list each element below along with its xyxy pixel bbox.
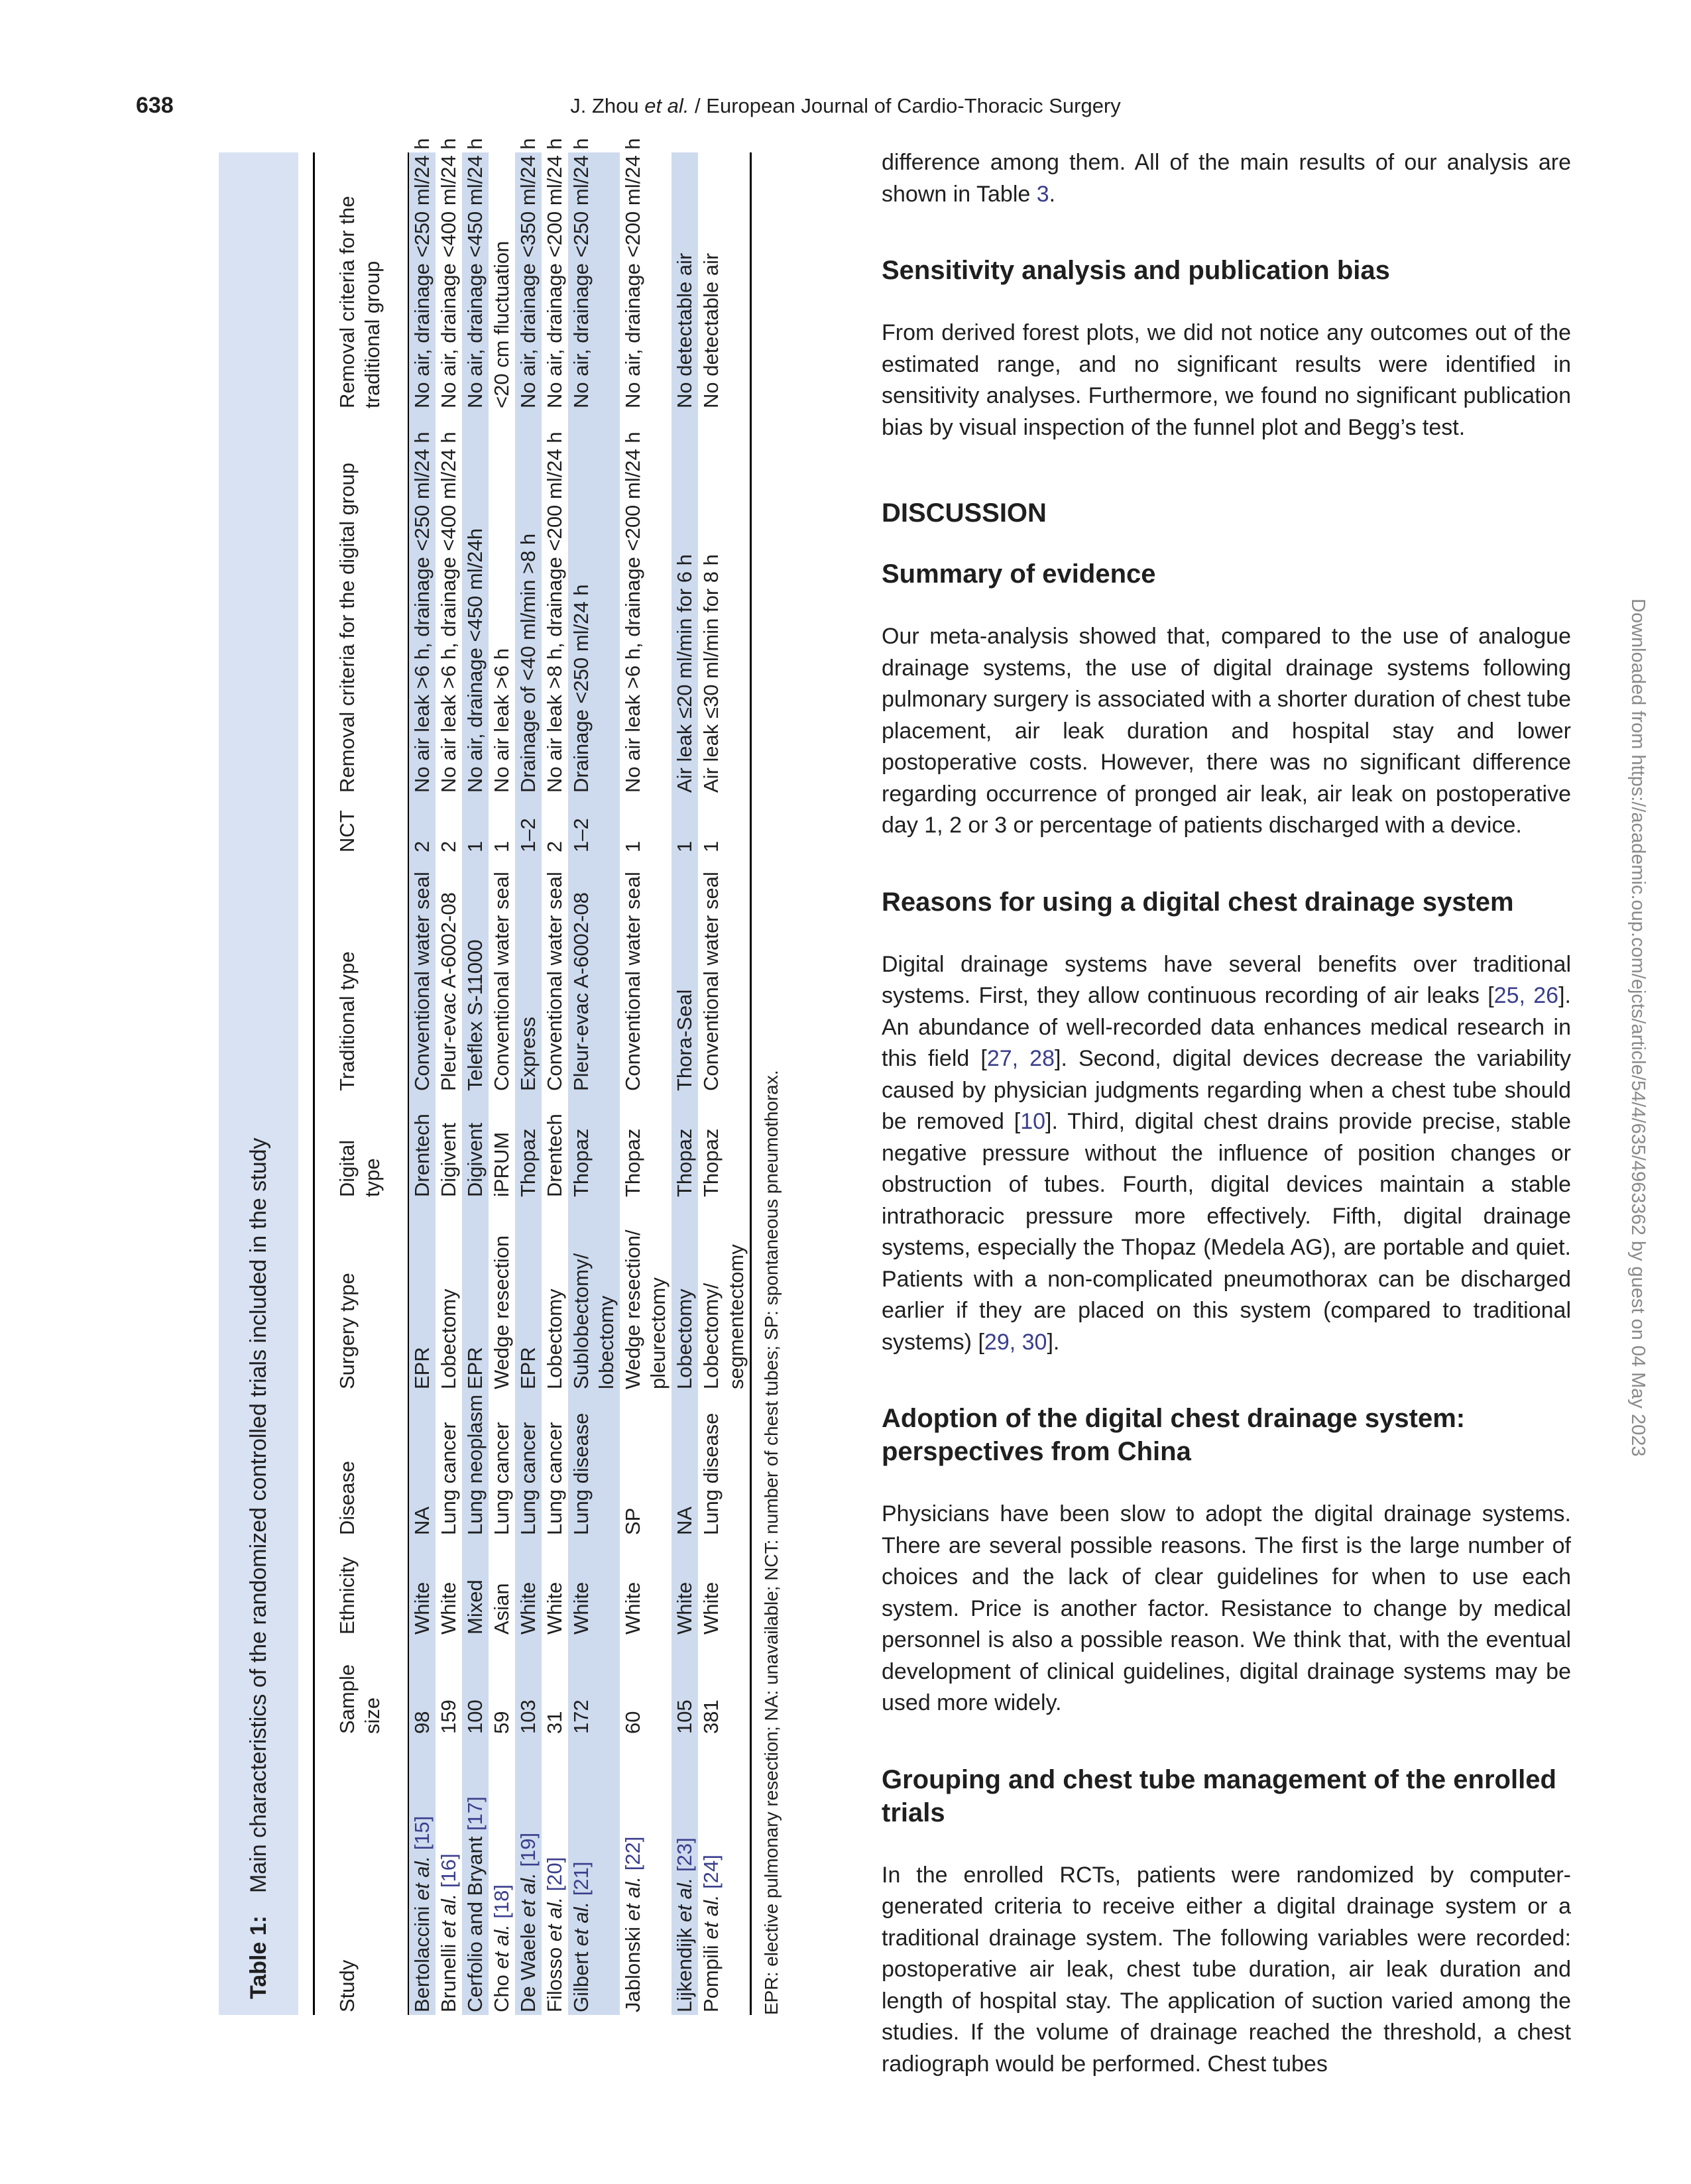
text-run: Grouping and chest tube management of the enrolled trials	[882, 1764, 1556, 1827]
table-row	[698, 152, 751, 2015]
cell-disease: Lung cancer	[516, 1422, 540, 1535]
running-head	[0, 94, 1691, 118]
text-run: difference among them. All of the main results of our analysis are shown in Table	[882, 150, 1571, 207]
column-header: Traditional type	[314, 855, 409, 1094]
table-footnote: EPR: elective pulmonary resection; NA: unavailable; NCT: number of chest tubes; SP: spontaneous pneumothorax.	[761, 1070, 782, 2015]
column-header: Disease	[314, 1392, 409, 1538]
cell-disease: Lung cancer	[543, 1422, 566, 1535]
cell-traditional-type: Pleur-evac A-6002-08	[437, 892, 460, 1091]
cell-removal-digital: No air leak >6 h, drainage <200 ml/24 h	[621, 431, 644, 793]
text-run: ]. Second, digital devices decrease the variability caused by physician judgments regarding when a chest tube should be removed [	[882, 1046, 1572, 1134]
cell-sample-size: 172	[569, 1699, 593, 1734]
cell-removal-digital: Air leak ≤20 ml/min for 6 h	[673, 554, 696, 793]
cell-surgery-type: Lobectomy	[437, 1289, 460, 1389]
cell-traditional-type: Express	[516, 1017, 540, 1091]
table-row	[408, 152, 436, 2015]
cell-digital-type: Thopaz	[673, 1128, 696, 1197]
column-header: Study	[314, 1737, 409, 2015]
text-run: ]. Third, digital chest drains provide precise, stable negative pressure without the influence of position changes or obstruction of tubes. Fourth, digital devices maintain a stable intrathoracic pressure more effectively. Fifth, digital drainage systems, especially the Thopaz (Medela AG), are portable and quiet. Patients with a non-complicated pneumothorax can be discharged earlier if they are placed on this system (compared to traditional systems) [	[882, 1109, 1571, 1355]
cell-removal-digital: No air leak >8 h, drainage <200 ml/24 h	[543, 431, 566, 793]
cell-nct: 1	[621, 840, 644, 852]
cell-nct: 1	[699, 840, 723, 852]
cell-surgery-type: EPR	[516, 1347, 540, 1389]
cell-study: Brunelli et al. [16]	[437, 1853, 460, 2012]
cell-study: Jablonski et al. [22]	[621, 1836, 644, 2012]
table-row	[489, 152, 515, 2015]
cell-digital-type: Drentech	[410, 1114, 434, 1197]
table-caption-label: Table 1:	[246, 1916, 271, 1999]
cell-disease: Lung cancer	[490, 1422, 513, 1535]
cell-nct: 2	[437, 840, 460, 852]
cell-sample-size: 31	[543, 1711, 566, 1734]
section-heading	[882, 254, 1571, 287]
citation-link[interactable]: 29, 30	[984, 1329, 1047, 1355]
cell-sample-size: 105	[673, 1699, 696, 1734]
cell-removal-digital: No air leak >6 h, drainage <250 ml/24 h	[410, 431, 434, 793]
cell-removal-digital: No air leak >6 h	[490, 648, 513, 793]
cell-disease: Lung cancer	[437, 1422, 460, 1535]
cell-nct: 1–2	[569, 818, 593, 852]
cell-removal-traditional: No air, drainage <450 ml/24 h	[463, 138, 487, 408]
cell-traditional-type: Thora-Seal	[673, 989, 696, 1091]
citation-link[interactable]: 25, 26	[1493, 983, 1559, 1008]
cell-study: Pompili et al. [24]	[699, 1855, 723, 2012]
etal-label: et al.	[673, 1877, 696, 1922]
cell-digital-type: Digivent	[437, 1123, 460, 1197]
citation-link[interactable]: [19]	[516, 1832, 540, 1867]
cell-nct: 1	[490, 840, 513, 852]
cell-study: Gilbert et al. [21]	[569, 1861, 593, 2012]
column-header: Digital type	[314, 1094, 409, 1200]
cell-removal-digital: No air leak >6 h, drainage <400 ml/24 h	[437, 431, 460, 793]
cell-surgery-type: Lobectomy/ segmentectomy	[699, 1244, 748, 1389]
section-heading	[882, 1402, 1571, 1468]
cell-ethnicity: White	[673, 1581, 696, 1635]
cell-surgery-type: Lobectomy	[673, 1289, 696, 1389]
text-run: Reasons for using a digital chest drainage system	[882, 887, 1514, 917]
text-run: ]. An abundance of well-recorded data enhances medical research in this field [	[882, 983, 1571, 1071]
cell-digital-type: Drentech	[543, 1114, 566, 1197]
paragraph	[882, 1860, 1571, 2081]
table-row	[620, 152, 671, 2015]
citation-link[interactable]: 3	[1036, 181, 1049, 207]
text-run: Adoption of the digital chest drainage system: perspectives from China	[882, 1404, 1466, 1466]
cell-study: Lijkendijk et al. [23]	[673, 1837, 696, 2012]
paragraph	[882, 621, 1571, 842]
cell-removal-traditional: No detectable air	[699, 253, 723, 408]
characteristics-table	[313, 138, 752, 2015]
cell-study: Bertolaccini et al. [15]	[410, 1815, 434, 2012]
section-heading	[882, 1763, 1571, 1829]
cell-removal-traditional: No air, drainage <350 ml/24 h	[516, 138, 540, 408]
column-header: Removal criteria for the traditional group	[314, 152, 409, 411]
cell-ethnicity: White	[410, 1581, 434, 1635]
text-run: DISCUSSION	[882, 498, 1047, 528]
cell-sample-size: 381	[699, 1699, 723, 1734]
etal-label: et al.	[437, 1893, 460, 1938]
cell-nct: 1	[673, 840, 696, 852]
table-row	[671, 152, 698, 2015]
table-caption-text: Main characteristics of the randomized controlled trials included in the study	[246, 1137, 271, 1894]
cell-ethnicity: White	[516, 1581, 540, 1635]
cell-sample-size: 60	[621, 1711, 644, 1734]
cell-sample-size: 159	[437, 1699, 460, 1734]
cell-traditional-type: Conventional water seal	[543, 872, 566, 1091]
paragraph	[882, 147, 1571, 210]
table-row	[515, 152, 542, 2015]
cell-ethnicity: White	[699, 1581, 723, 1635]
etal-label: et al.	[543, 1896, 566, 1942]
cell-study: Cho et al. [18]	[490, 1884, 513, 2012]
table-row	[542, 152, 568, 2015]
text-run: From derived forest plots, we did not notice any outcomes out of the estimated range, and no significant results were identified in sensitivity analyses. Furthermore, we found no significant publication bias by visual inspection of the funnel plot and Begg’s test.	[882, 320, 1571, 440]
rotated-table-1	[219, 138, 782, 2015]
cell-removal-digital: Air leak ≤30 ml/min for 8 h	[699, 554, 723, 793]
cell-traditional-type: Conventional water seal	[490, 872, 513, 1091]
cell-ethnicity: Mixed	[463, 1580, 487, 1635]
cell-nct: 2	[543, 840, 566, 852]
cell-removal-digital: Drainage of <40 ml/min >8 h	[516, 533, 540, 793]
text-run: .	[1049, 181, 1056, 207]
cell-removal-traditional: No air, drainage <250 ml/24 h	[569, 138, 593, 408]
etal-label: et al.	[569, 1901, 593, 1947]
cell-disease: NA	[673, 1506, 696, 1535]
cell-disease: SP	[621, 1507, 644, 1535]
cell-digital-type: Thopaz	[699, 1128, 723, 1197]
etal-label: et al.	[490, 1924, 513, 1969]
citation-link[interactable]: [23]	[673, 1837, 696, 1872]
table-caption	[219, 152, 298, 2015]
running-head-etal: et al.	[644, 94, 689, 117]
citation-link[interactable]: [22]	[621, 1836, 644, 1871]
section-heading	[882, 886, 1571, 919]
cell-digital-type: iPRUM	[490, 1131, 513, 1197]
cell-study: Filosso et al. [20]	[543, 1857, 566, 2012]
cell-disease: Lung disease	[699, 1412, 723, 1535]
cell-sample-size: 103	[516, 1699, 540, 1734]
cell-surgery-type: Wedge resection/ pleurectomy	[621, 1230, 670, 1389]
cell-nct: 1	[463, 840, 487, 852]
cell-sample-size: 100	[463, 1699, 487, 1734]
watermark-text: Downloaded from https://academic.oup.com/ejcts/article/54/4/635/4963362 by guest on 04 May 2023	[1627, 599, 1649, 1457]
cell-surgery-type: Sublobectomy/ lobectomy	[569, 1253, 618, 1389]
cell-removal-traditional: No air, drainage <250 ml/24 h	[410, 138, 434, 408]
column-header: NCT	[314, 795, 409, 855]
table-row	[568, 152, 620, 2015]
cell-removal-digital: No air, drainage <450 ml/24h	[463, 528, 487, 793]
text-run: In the enrolled RCTs, patients were randomized by computer-generated criteria to receive either a digital drainage system or a traditional drainage system. The following variables were recorded: postoperative air leak, chest tube duration, air leak duration and length of hospital stay. The application of suction varied among the studies. If the volume of drainage reached the threshold, a chest radiograph would be performed. Chest tubes	[882, 1862, 1571, 2077]
citation-link[interactable]: [21]	[569, 1861, 593, 1896]
cell-traditional-type: Conventional water seal	[410, 872, 434, 1091]
cell-digital-type: Thopaz	[569, 1128, 593, 1197]
citation-link[interactable]: 27, 28	[986, 1046, 1055, 1071]
section-heading	[882, 557, 1571, 591]
etal-label: et al.	[516, 1872, 540, 1918]
cell-digital-type: Thopaz	[621, 1128, 644, 1197]
citation-link[interactable]: 10	[1020, 1109, 1046, 1134]
table-row	[462, 152, 489, 2015]
table-row	[436, 152, 462, 2015]
etal-label: et al.	[621, 1876, 644, 1922]
cell-ethnicity: White	[621, 1581, 644, 1635]
paragraph	[882, 1499, 1571, 1719]
column-header: Sample size	[314, 1637, 409, 1737]
text-run: ].	[1047, 1329, 1060, 1355]
cell-disease: Lung neoplasm	[463, 1395, 487, 1535]
text-run: Our meta-analysis showed that, compared to the use of analogue drainage systems, the use of digital drainage systems following pulmonary surgery is associated with a shorter duration of chest tube placement, air leak duration and hospital stay and lower postoperative costs. However, there was no significant difference regarding occurrence of pronged air leak, air leak on postoperative day 1, 2 or 3 or percentage of patients discharged with a device.	[882, 624, 1571, 838]
cell-ethnicity: Asian	[490, 1583, 513, 1635]
text-run: Physicians have been slow to adopt the digital drainage systems. There are several possible reasons. The first is the large number of choices and the lack of clear guidelines for when to use each system. Price is another factor. Resistance to change by medical personnel is also a possible reason. We think that, with the eventual development of clinical guidelines, digital drainage systems may be used more widely.	[882, 1501, 1571, 1715]
cell-digital-type: Digivent	[463, 1123, 487, 1197]
cell-nct: 2	[410, 840, 434, 852]
cell-disease: Lung disease	[569, 1412, 593, 1535]
cell-removal-traditional: <20 cm fluctuation	[490, 241, 513, 408]
citation-link[interactable]: [15]	[410, 1815, 434, 1851]
cell-ethnicity: White	[437, 1581, 460, 1635]
cell-ethnicity: White	[569, 1581, 593, 1635]
cell-surgery-type: EPR	[410, 1347, 434, 1389]
text-run: Digital drainage systems have several benefits over traditional systems. First, they allow continuous recording of air leaks [	[882, 951, 1571, 1008]
running-head-author: J. Zhou	[570, 94, 645, 117]
cell-removal-digital: Drainage <250 ml/24 h	[569, 584, 593, 793]
cell-traditional-type: Conventional water seal	[699, 872, 723, 1091]
citation-link[interactable]: [20]	[543, 1857, 566, 1892]
page-number: 638	[136, 93, 174, 118]
citation-link[interactable]: [24]	[699, 1855, 723, 1889]
etal-label: et al.	[699, 1894, 723, 1939]
table-body	[408, 138, 751, 2015]
table-header-row	[314, 152, 409, 2015]
column-header: Removal criteria for the digital group	[314, 411, 409, 795]
citation-link[interactable]: [18]	[490, 1884, 513, 1919]
cell-sample-size: 59	[490, 1711, 513, 1734]
discussion-heading	[882, 496, 1571, 530]
article-column	[882, 147, 1571, 2080]
cell-removal-traditional: No air, drainage <200 ml/24 h	[543, 138, 566, 408]
cell-removal-traditional: No air, drainage <400 ml/24 h	[437, 138, 460, 408]
paragraph	[882, 949, 1571, 1359]
cell-disease: NA	[410, 1506, 434, 1535]
cell-digital-type: Thopaz	[516, 1128, 540, 1197]
text-run: Sensitivity analysis and publication bias	[882, 256, 1390, 285]
citation-link[interactable]: [16]	[437, 1853, 460, 1888]
cell-nct: 1–2	[516, 818, 540, 852]
etal-label: et al.	[410, 1855, 434, 1901]
column-header: Ethnicity	[314, 1538, 409, 1637]
cell-traditional-type: Teleflex S-11000	[463, 939, 487, 1091]
paragraph	[882, 317, 1571, 443]
column-header: Surgery type	[314, 1200, 409, 1392]
running-head-journal: / European Journal of Cardio-Thoracic Surgery	[689, 94, 1121, 117]
cell-traditional-type: Conventional water seal	[621, 872, 644, 1091]
cell-traditional-type: Pleur-evac A-6002-08	[569, 892, 593, 1091]
cell-surgery-type: Wedge resection	[490, 1235, 513, 1389]
cell-study: De Waele et al. [19]	[516, 1832, 540, 2012]
cell-sample-size: 98	[410, 1711, 434, 1734]
text-run: Summary of evidence	[882, 559, 1156, 589]
citation-link[interactable]: [17]	[463, 1796, 487, 1831]
cell-surgery-type: Lobectomy	[543, 1289, 566, 1389]
cell-removal-traditional: No detectable air	[673, 253, 696, 408]
cell-removal-traditional: No air, drainage <200 ml/24 h	[621, 138, 644, 408]
cell-ethnicity: White	[543, 1581, 566, 1635]
cell-study: Cerfolio and Bryant [17]	[463, 1796, 487, 2012]
cell-surgery-type: EPR	[463, 1347, 487, 1389]
